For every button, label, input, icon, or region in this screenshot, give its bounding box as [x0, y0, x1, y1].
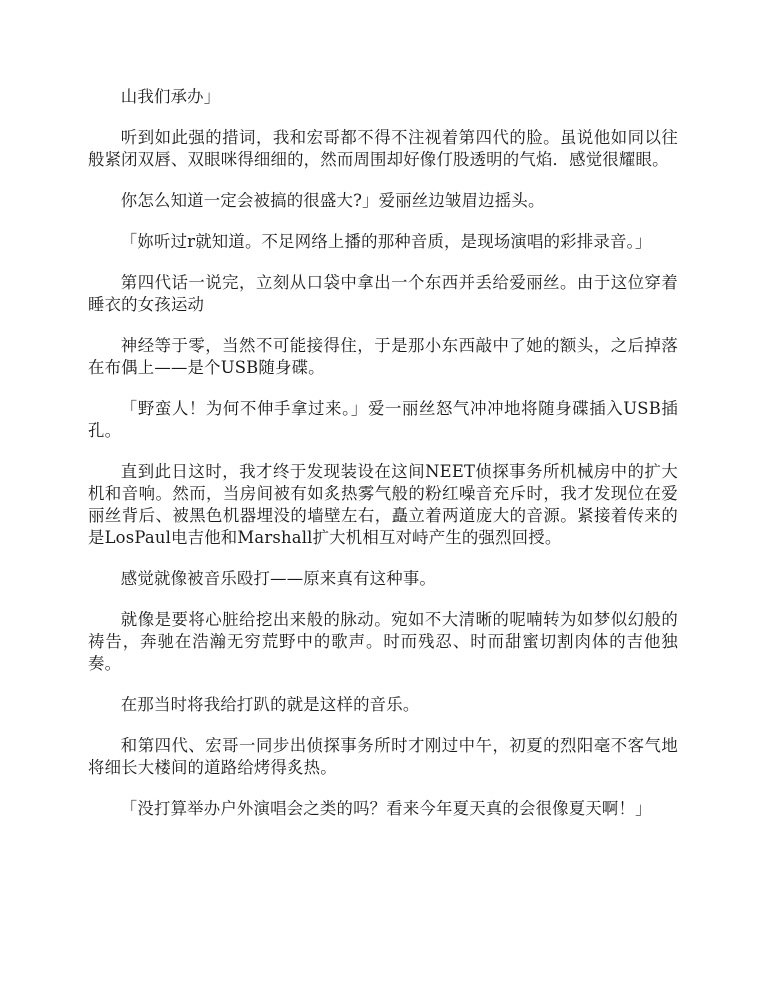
paragraph: 就像是要将心脏给挖出来般的脉动。宛如不大清晰的呢喃转为如梦似幻般的祷告，奔驰在浩瀚无穷荒野中的歌声。时而残忍、时而甜蜜切割肉体的吉他独奏。 [88, 610, 678, 673]
paragraph: 直到此日这时，我才终于发现装设在这间NEET侦探事务所机械房中的扩大机和音响。然而，当房间被有如炙热雾气般的粉红噪音充斥时，我才发现位在爱丽丝背后、被黑色机器埋没的墙壁左右，矗立着两道庞大的音源。紧接着传来的是LosPaul电吉他和Marshall扩大机相互对峙产生的强烈回授。 [88, 462, 678, 547]
paragraph: 和第四代、宏哥一同步出侦探事务所时才刚过中午，初夏的烈阳毫不客气地将细长大楼间的道路给烤得炙热。 [88, 736, 678, 777]
paragraph: 神经等于零，当然不可能接得住，于是那小东西敲中了她的额头，之后掉落在布偶上——是个USB随身碟。 [88, 336, 678, 377]
paragraph: 第四代话一说完，立刻从口袋中拿出一个东西并丢给爱丽丝。由于这位穿着睡衣的女孩运动 [88, 273, 678, 314]
paragraph: 你怎么知道一定会被搞的很盛大?」爱丽丝边皱眉边摇头。 [120, 191, 545, 210]
paragraph: 「野蛮人！为何不伸手拿过来。」爱一丽丝怒气冲冲地将随身碟插入USB插孔。 [88, 399, 678, 440]
paragraph: 在那当时将我给打趴的就是这样的音乐。 [120, 695, 420, 714]
paragraph: 听到如此强的措词，我和宏哥都不得不注视着第四代的脸。虽说他如同以往般紧闭双唇、双眼咪得细细的，然而周围却好像仃股透明的气焰．感觉很耀眼。 [88, 128, 678, 169]
paragraph: 「妳听过r就知道。不足网络上播的那种音质，是现场演唱的彩排录音。」 [120, 232, 652, 251]
paragraph: 山我们承办」 [120, 87, 221, 106]
paragraph: 「没打算举办户外演唱会之类的吗？看来今年夏天真的会很像夏天啊！」 [120, 799, 652, 818]
paragraph: 感觉就像被音乐殴打——原来真有这种事。 [120, 569, 437, 588]
text-body [88, 86, 678, 839]
